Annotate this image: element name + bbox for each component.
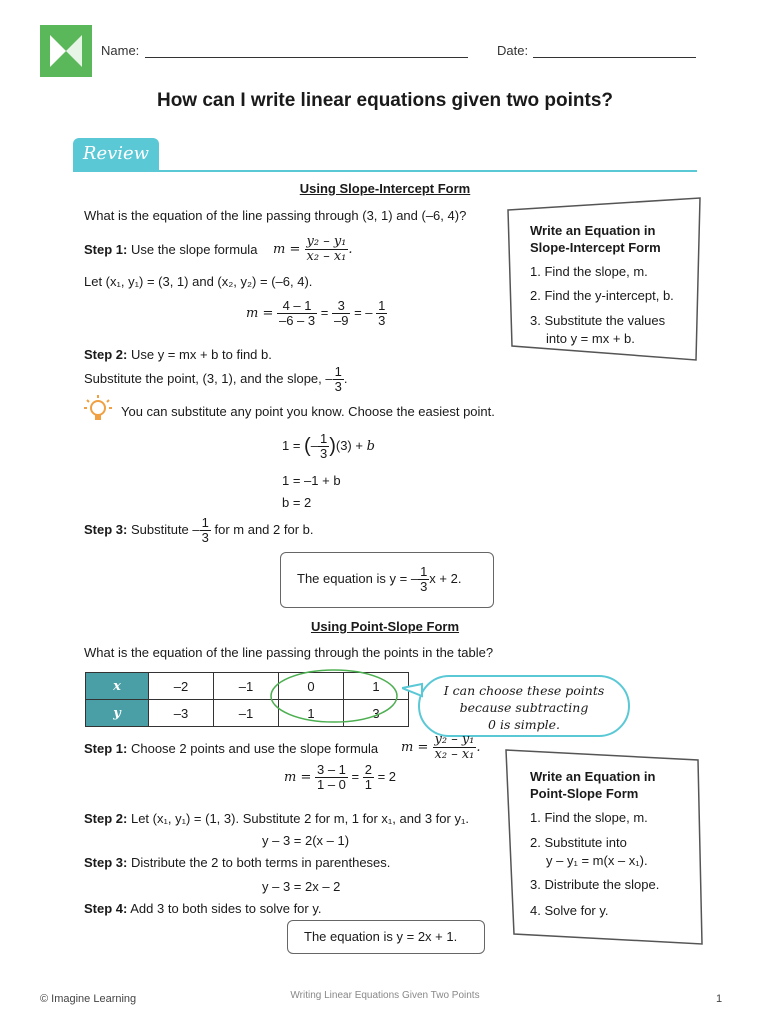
note1-item-2: 2. Find the y-intercept, b. xyxy=(530,288,674,303)
calc-den3: 3 xyxy=(378,313,386,328)
note-card-point-slope xyxy=(504,748,704,948)
table-cell: 3 xyxy=(344,700,409,727)
review-divider xyxy=(73,170,697,172)
ps-step1 xyxy=(84,741,378,756)
ps-step2 xyxy=(84,811,469,826)
step-text: Let (x₁, y₁) = (1, 3). Substitute 2 for m, 1 for x₁, and 3 for y₁. xyxy=(130,811,469,826)
formula-den: x₂ – x₁ xyxy=(434,747,475,762)
step-text-post: for m and 2 for b. xyxy=(214,521,314,537)
si-eq-b: b = 2 xyxy=(282,495,312,510)
si-step1 xyxy=(84,242,257,257)
name-field[interactable] xyxy=(145,57,468,58)
calc-neg: = – xyxy=(354,304,373,320)
chosen-points-highlight xyxy=(268,666,400,726)
result-post: x + 2. xyxy=(429,570,462,586)
step-text: Use y = mx + b to find b. xyxy=(130,347,272,362)
ps-step4 xyxy=(84,901,322,916)
calc-den1: 1 – 0 xyxy=(316,777,346,792)
table-header-y: y xyxy=(86,700,149,727)
footer-copyright: © Imagine Learning xyxy=(40,993,137,1005)
bubble-line-2: because subtracting xyxy=(459,700,589,715)
step-label: Step 3: xyxy=(84,855,128,870)
note1-item-3: 3. Substitute the values xyxy=(530,313,666,328)
table-cell: 1 xyxy=(344,673,409,700)
step-label: Step 1: xyxy=(84,741,128,756)
si-eq-a: 1 = –1 + b xyxy=(282,473,341,488)
formula-num: y₂ – y₁ xyxy=(306,234,347,249)
result-pre: The equation is y = – xyxy=(297,570,419,586)
ps-eq3: y – 3 = 2x – 2 xyxy=(262,879,341,894)
calc-num1: 3 – 1 xyxy=(316,762,346,777)
table-cell: –3 xyxy=(149,700,214,727)
step-text: Distribute the 2 to both terms in parentheses. xyxy=(130,855,391,870)
si-substitute: Substitute the point, (3, 1), and the slope, – $\frac{1}{3}$ . xyxy=(84,364,348,394)
note2-item-3: 3. Distribute the slope. xyxy=(530,877,660,892)
result-2-text: The equation is y = 2x + 1. xyxy=(304,929,458,944)
bubble-pointer xyxy=(402,682,424,700)
tip-text: You can substitute any point you know. Choose the easiest point. xyxy=(121,404,495,419)
calc-num3: 1 xyxy=(378,298,386,313)
result-box-2 xyxy=(287,920,485,954)
step-label: Step 3: xyxy=(84,521,128,537)
note2-item-2b: y – y₁ = m(x – x₁). xyxy=(546,853,648,868)
calc-den2: 1 xyxy=(364,777,372,792)
table-cell: –1 xyxy=(214,700,279,727)
note2-item-4: 4. Solve for y. xyxy=(530,903,609,918)
table-cell: 1 xyxy=(279,700,344,727)
bubble-line-3: 0 is simple. xyxy=(488,717,560,732)
ps-slope-calc: m = $\frac{3 - 1}{1 - 0}$ = $\frac{2}{1}$ = 2 xyxy=(284,762,397,792)
table-cell: 0 xyxy=(279,673,344,700)
si-let: Let (x₁, y₁) = (3, 1) and (x₂, y₂) = (–6, 4). xyxy=(84,274,313,289)
ps-eq2: y – 3 = 2(x – 1) xyxy=(262,833,350,848)
calc-den2: –9 xyxy=(333,313,349,328)
date-field[interactable] xyxy=(533,57,696,58)
si-substitution-eq: 1 = (– $\frac{1}{3}$ )(3) + b xyxy=(282,431,375,461)
step-text: Add 3 to both sides to solve for y. xyxy=(130,901,322,916)
review-tab: Review xyxy=(73,138,159,170)
si-slope-calc: m = $\frac{4 - 1}{-6 - 3}$ = $\frac{3}{-9}$ = – $\frac{1}{3}$ xyxy=(246,298,386,328)
note2-item-2: 2. Substitute into xyxy=(530,835,627,850)
step-label: Step 1: xyxy=(84,242,128,257)
name-label: Name: xyxy=(101,43,140,58)
question-2: What is the equation of the line passing through the points in the table? xyxy=(84,645,494,660)
logo xyxy=(40,25,92,77)
note2-title: Write an Equation in Point-Slope Form xyxy=(530,769,656,801)
formula-num: y₂ – y₁ xyxy=(434,732,475,747)
table-header-x: x xyxy=(86,673,149,700)
speech-bubble xyxy=(418,675,630,737)
calc-num2: 2 xyxy=(364,762,372,777)
calc-num2: 3 xyxy=(332,299,350,314)
section-heading-slope-intercept: Using Slope-Intercept Form xyxy=(299,181,471,196)
date-label: Date: xyxy=(497,43,529,58)
section-heading-point-slope: Using Point-Slope Form xyxy=(310,619,460,634)
note2-item-1: 1. Find the slope, m. xyxy=(530,810,648,825)
ps-step3 xyxy=(84,855,390,870)
step-text: Use the slope formula xyxy=(130,242,258,257)
si-step2 xyxy=(84,347,272,362)
tip-icon xyxy=(84,394,112,429)
calc-result: = 2 xyxy=(377,768,397,784)
result-box-1: The equation is y = – $\frac{1}{3}$ x + 2. xyxy=(280,552,494,608)
calc-m: m = xyxy=(284,769,312,785)
bubble-line-1: I can choose these points xyxy=(443,683,605,698)
step-label: Step 4: xyxy=(84,901,128,916)
slope-formula: m = $\frac{\text{y₂ – y₁}}{\text{x₂ – x₁}}$ . xyxy=(273,234,353,264)
m-equals: m = xyxy=(273,242,301,257)
step-label: Step 2: xyxy=(84,811,128,826)
substitute-text: Substitute the point, (3, 1), and the slope, – xyxy=(84,370,333,386)
step-text: Choose 2 points and use the slope formula xyxy=(130,741,379,756)
formula-den: x₂ – x₁ xyxy=(306,249,347,264)
question-1: What is the equation of the line passing through (3, 1) and (–6, 4)? xyxy=(84,208,467,223)
m-equals: m = xyxy=(401,740,429,755)
footer-title: Writing Linear Equations Given Two Points xyxy=(290,990,480,1001)
note1-title: Write an Equation in Slope-Intercept Form xyxy=(530,223,661,255)
calc-num1: 4 – 1 xyxy=(277,299,317,314)
note-card-slope-intercept xyxy=(506,196,702,362)
note1-item-1: 1. Find the slope, m. xyxy=(530,264,648,279)
calc-m: m = xyxy=(246,305,274,321)
step-label: Step 2: xyxy=(84,347,128,362)
table-cell: –1 xyxy=(214,673,279,700)
page-number: 1 xyxy=(716,993,723,1005)
page-title: How can I write linear equations given two points? xyxy=(156,90,614,111)
step-text: Substitute – xyxy=(130,521,200,537)
note1-item-3b: into y = mx + b. xyxy=(546,331,635,346)
calc-den1: –6 – 3 xyxy=(278,313,316,328)
table-cell: –2 xyxy=(149,673,214,700)
ps-slope-formula: m = $\frac{\text{y₂ – y₁}}{\text{x₂ – x₁}}$ . xyxy=(401,732,481,762)
si-step3: Step 3: Substitute – $\frac{1}{3}$ for m and 2 for b. xyxy=(84,515,314,545)
